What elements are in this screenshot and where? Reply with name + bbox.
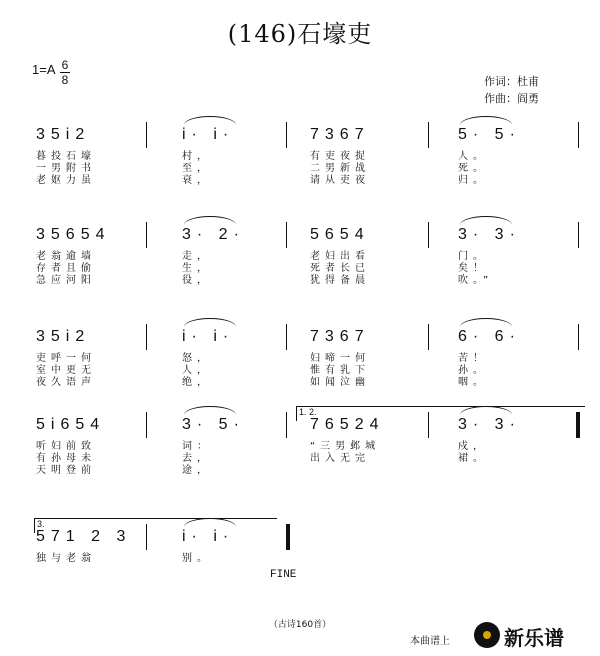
bar-line: [146, 122, 147, 148]
lyric-text: 怒，: [182, 353, 212, 364]
meter-top: 6: [61, 58, 69, 72]
bar-line: [146, 222, 147, 248]
lyric-text: 裙。: [458, 453, 488, 464]
tie-arc: [184, 406, 236, 415]
measure-notes: 3· 2·: [182, 226, 245, 243]
measure-notes: 35i2: [36, 126, 91, 143]
lyric-text: 咽。: [458, 377, 488, 388]
measure-notes: 5i654: [36, 416, 106, 433]
measure-notes: 3· 5·: [182, 416, 245, 433]
lyric-text: 听妇前致: [36, 441, 96, 452]
meter-bottom: 8: [61, 73, 69, 87]
brand-logo-icon: [474, 622, 500, 648]
lyric-text: 词：: [182, 441, 212, 452]
tie-arc: [184, 318, 236, 327]
source-note: （古诗160首）: [268, 620, 332, 630]
final-barline: [286, 524, 290, 550]
lyric-text: 如闻泣幽: [310, 377, 370, 388]
key-signature: 1=A: [32, 62, 56, 77]
lyric-text: 矣！: [458, 263, 488, 274]
lyric-text: 人，: [182, 365, 212, 376]
lyric-text: 衰，: [182, 175, 212, 186]
tie-arc: [460, 116, 512, 125]
lyric-text: 吏呼一何: [36, 353, 96, 364]
lyric-text: 别。: [182, 553, 212, 564]
lyric-text: 苦！: [458, 353, 488, 364]
bar-line: [578, 324, 579, 350]
lyric-text: 独与老翁: [36, 553, 96, 564]
bar-line: [146, 412, 147, 438]
lyric-text: 夜久语声: [36, 377, 96, 388]
measure-notes: 5· 5·: [458, 126, 521, 143]
lyric-text: 人。: [458, 151, 488, 162]
measure-notes: 5654: [310, 226, 370, 243]
lyric-text: 绝，: [182, 377, 212, 388]
lyric-text: 有孙母未: [36, 453, 96, 464]
measure-notes: i· i·: [182, 528, 235, 545]
lyric-text: 室中更无: [36, 365, 96, 376]
lyric-text: 一男附书: [36, 163, 96, 174]
measure-notes: 3· 3·: [458, 416, 521, 433]
tie-arc: [184, 216, 236, 225]
lyric-text: 孙。: [458, 365, 488, 376]
bar-line: [286, 122, 287, 148]
lyric-text: 吹。”: [458, 275, 494, 286]
volta-bracket: 1. 2.: [296, 406, 585, 421]
tie-arc: [460, 216, 512, 225]
lyric-text: 老妪力虽: [36, 175, 96, 186]
bar-line: [578, 222, 579, 248]
measure-notes: 7367: [310, 126, 370, 143]
lyric-text: 死者长已: [310, 263, 370, 274]
page-title: (146)石壕吏: [227, 20, 373, 48]
lyric-text: 出入无完: [310, 453, 370, 464]
lyric-text: “三男邺城: [310, 441, 381, 452]
lyric-text: 途，: [182, 465, 212, 476]
lyric-text: 去，: [182, 453, 212, 464]
lyric-text: 犹得备晨: [310, 275, 370, 286]
bar-line: [578, 122, 579, 148]
volta-bracket: 3.: [34, 518, 277, 533]
credits: [484, 74, 539, 108]
lyric-text: 老妇出看: [310, 251, 370, 262]
measure-notes: i· i·: [182, 126, 235, 143]
lyric-text: 有吏夜捉: [310, 151, 370, 162]
tie-arc: [184, 116, 236, 125]
bar-line: [428, 122, 429, 148]
lyric-text: 二男新战: [310, 163, 370, 174]
lyricist: 作词：杜甫: [484, 76, 539, 88]
lyric-text: 村，: [182, 151, 212, 162]
lyric-text: 老翁逾墙: [36, 251, 96, 262]
lyric-text: 役，: [182, 275, 212, 286]
composer: 作曲：阎勇: [484, 93, 539, 105]
measure-notes: 6· 6·: [458, 328, 521, 345]
measure-notes: 7367: [310, 328, 370, 345]
bar-line: [428, 324, 429, 350]
bar-line: [286, 412, 287, 438]
measure-notes: 3· 3·: [458, 226, 521, 243]
lyric-text: 走，: [182, 251, 212, 262]
lyric-text: 急应河阳: [36, 275, 96, 286]
lyric-text: 死。: [458, 163, 488, 174]
bar-line: [286, 324, 287, 350]
lyric-text: 至，: [182, 163, 212, 174]
measure-notes: 35654: [36, 226, 111, 243]
measure-notes: 76524: [310, 416, 385, 433]
repeat-barline: [576, 412, 580, 438]
lyric-text: 请从吏夜: [310, 175, 370, 186]
fine-mark: FINE: [270, 569, 297, 581]
lyric-text: 惟有乳下: [310, 365, 370, 376]
measure-notes: 571 2 3: [36, 528, 132, 545]
lyric-text: 门。: [458, 251, 488, 262]
lyric-text: 存者且偷: [36, 263, 96, 274]
brand-prefix: 本曲谱上: [410, 636, 450, 647]
lyric-text: 生，: [182, 263, 212, 274]
bar-line: [146, 324, 147, 350]
bar-line: [286, 222, 287, 248]
time-signature: [60, 58, 70, 87]
measure-notes: i· i·: [182, 328, 235, 345]
bar-line: [428, 222, 429, 248]
lyric-text: 妇啼一何: [310, 353, 370, 364]
brand-name: 新乐谱: [504, 626, 564, 650]
lyric-text: 戍，: [458, 441, 488, 452]
measure-notes: 35i2: [36, 328, 91, 345]
tie-arc: [460, 318, 512, 327]
lyric-text: 归。: [458, 175, 488, 186]
lyric-text: 天明登前: [36, 465, 96, 476]
lyric-text: 暮投石壕: [36, 151, 96, 162]
